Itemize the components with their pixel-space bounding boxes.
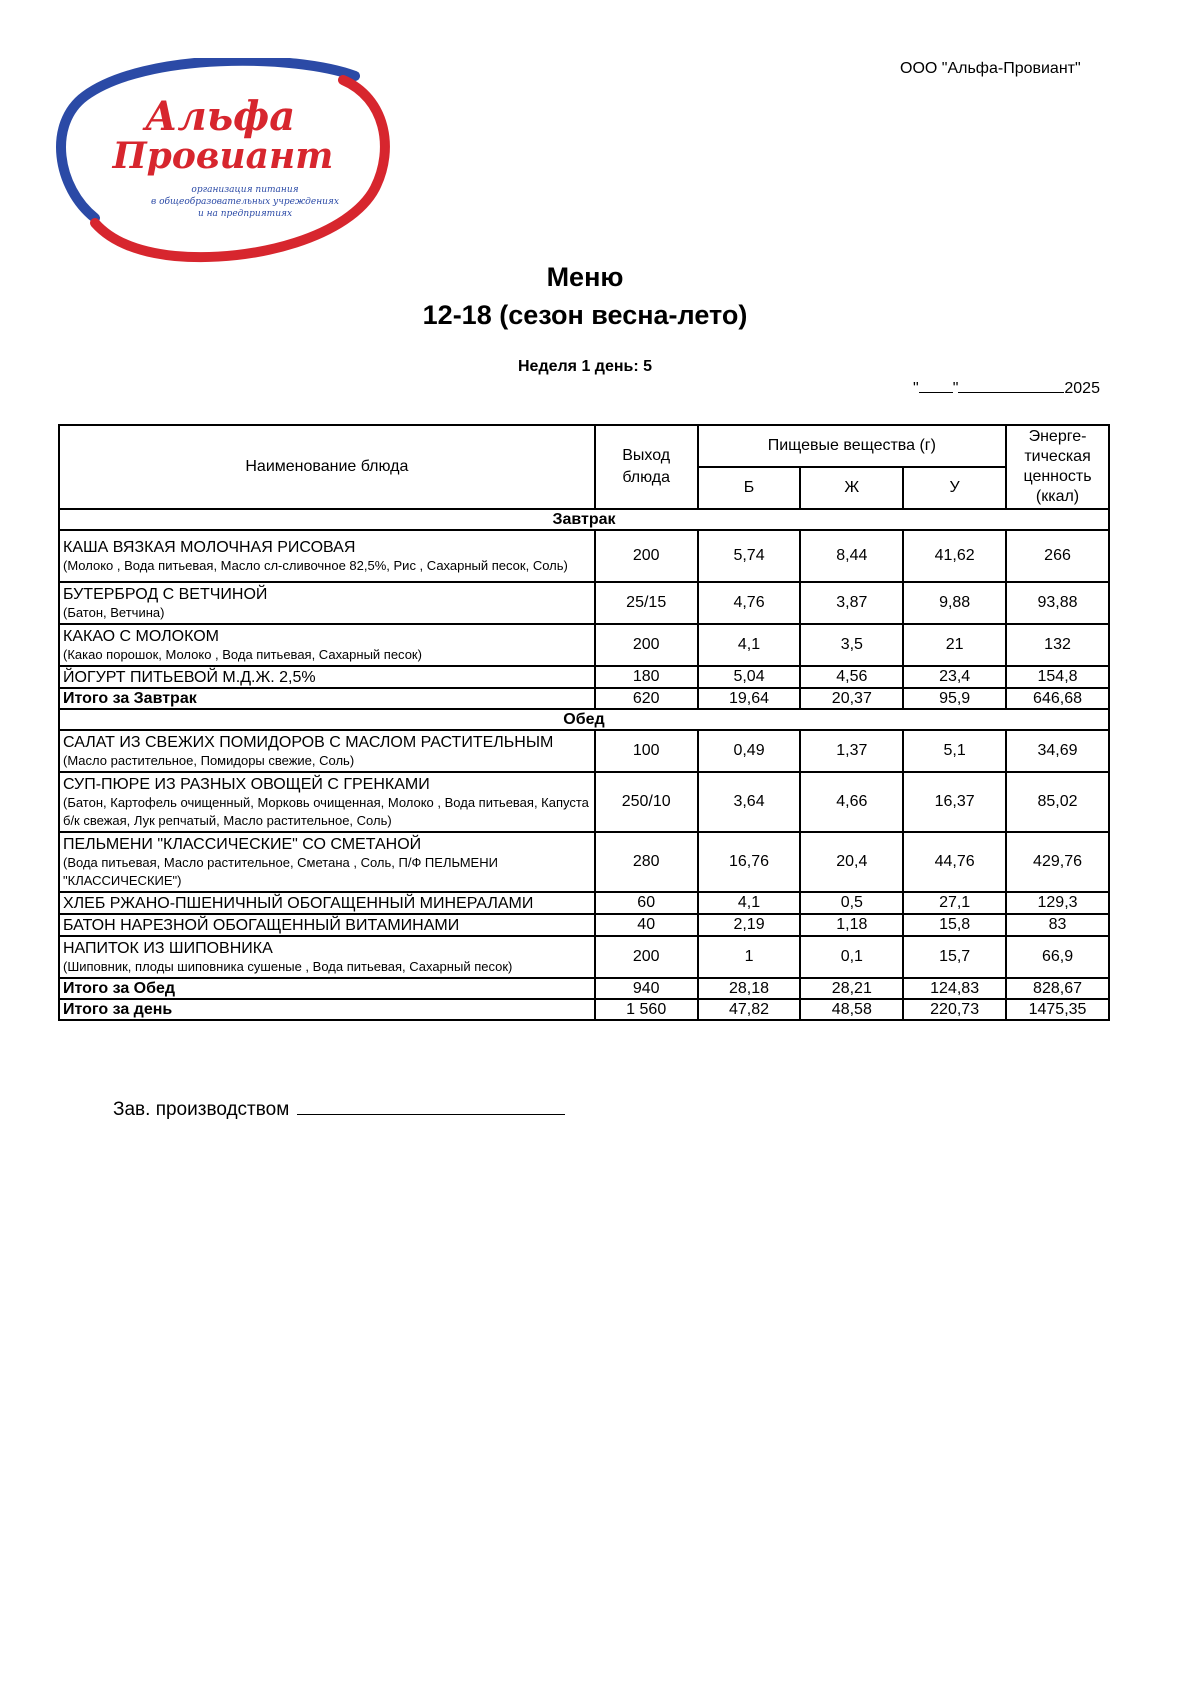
carbs-cell: 15,7 [903,936,1006,978]
protein-cell: 5,04 [698,666,801,688]
protein-cell: 5,74 [698,530,801,582]
protein-cell: 1 [698,936,801,978]
dish-name: БУТЕРБРОД С ВЕТЧИНОЙ [63,585,268,603]
header-carbs: У [903,467,1006,509]
header-energy: Энерге- тическая ценность (ккал) [1006,425,1109,509]
carbs-cell: 21 [903,624,1006,666]
yield-cell: 200 [595,624,698,666]
dish-name: КАКАО С МОЛОКОМ [63,627,219,645]
energy-cell: 34,69 [1006,730,1109,772]
page-title: Меню [546,262,624,292]
yield-cell: 250/10 [595,772,698,832]
carbs-cell: 15,8 [903,914,1006,936]
fat-cell: 3,5 [800,624,903,666]
dish-name: КАША ВЯЗКАЯ МОЛОЧНАЯ РИСОВАЯ [63,538,356,556]
header-nutrients: Пищевые вещества (г) [698,425,1006,467]
total-kcal: 646,68 [1006,688,1109,709]
dish-ingredients: (Вода питьевая, Масло растительное, Сметана , Соль, П/Ф ПЕЛЬМЕНИ "КЛАССИЧЕСКИЕ") [63,854,498,888]
yield-cell: 200 [595,530,698,582]
table-row [59,936,1109,978]
day-total-row [59,999,1109,1020]
energy-cell: 129,3 [1006,892,1109,914]
signature-line [297,1096,565,1115]
day-total-yield: 1 560 [595,999,698,1020]
table-row [59,582,1109,624]
dish-name: БАТОН НАРЕЗНОЙ ОБОГАЩЕННЫЙ ВИТАМИНАМИ [63,916,460,934]
day-total-u: 220,73 [903,999,1006,1020]
menu-table [58,424,1110,1021]
dish-ingredients: (Шиповник, плоды шиповника сушеные , Вода питьевая, Сахарный песок) [63,958,513,974]
total-row [59,978,1109,999]
total-label: Итого за Обед [59,978,595,999]
table-row [59,624,1109,666]
table-row [59,914,1109,936]
dish-name: ПЕЛЬМЕНИ "КЛАССИЧЕСКИЕ" СО СМЕТАНОЙ [63,835,422,853]
fat-cell: 1,37 [800,730,903,772]
section-title: Обед [59,709,1109,730]
fat-cell: 0,5 [800,892,903,914]
week-day: Неделя 1 день: 5 [517,358,653,375]
protein-cell: 16,76 [698,832,801,892]
protein-cell: 0,49 [698,730,801,772]
carbs-cell: 41,62 [903,530,1006,582]
energy-cell: 154,8 [1006,666,1109,688]
yield-cell: 40 [595,914,698,936]
logo-tagline-3: и на предприятиях [197,209,293,219]
dish-ingredients: (Какао порошок, Молоко , Вода питьевая, Сахарный песок) [63,646,422,662]
day-total-zh: 48,58 [800,999,903,1020]
day-total-kcal: 1475,35 [1006,999,1109,1020]
header-protein: Б [698,467,801,509]
yield-cell: 200 [595,936,698,978]
logo-line2: Провиант [112,135,334,177]
company-logo [55,58,390,263]
carbs-cell: 9,88 [903,582,1006,624]
fat-cell: 4,56 [800,666,903,688]
logo-line1: Альфа [144,93,296,140]
yield-cell: 100 [595,730,698,772]
fat-cell: 4,66 [800,772,903,832]
company-name: ООО "Альфа-Провиант" [900,60,1081,77]
page-subtitle: 12-18 (сезон весна-лето) [422,300,748,330]
dish-cell [59,832,595,892]
dish-cell [59,772,595,832]
dish-name: НАПИТОК ИЗ ШИПОВНИКА [63,939,273,957]
total-u: 95,9 [903,688,1006,709]
logo-tagline-1: организация питания [191,185,299,195]
total-b: 19,64 [698,688,801,709]
total-yield: 620 [595,688,698,709]
protein-cell: 4,1 [698,624,801,666]
logo-tagline-2: в общеобразовательных учреждениях [151,197,339,207]
fat-cell: 3,87 [800,582,903,624]
section-row [59,509,1109,530]
energy-cell: 429,76 [1006,832,1109,892]
dish-cell [59,582,595,624]
protein-cell: 4,1 [698,892,801,914]
dish-ingredients: (Батон, Ветчина) [63,604,165,620]
energy-cell: 66,9 [1006,936,1109,978]
dish-cell [59,892,595,914]
energy-cell: 93,88 [1006,582,1109,624]
dish-cell [59,730,595,772]
total-b: 28,18 [698,978,801,999]
table-row [59,530,1109,582]
table-row [59,730,1109,772]
day-total-label: Итого за день [59,999,595,1020]
section-title: Завтрак [59,509,1109,530]
table-row [59,892,1109,914]
total-yield: 940 [595,978,698,999]
protein-cell: 3,64 [698,772,801,832]
yield-cell: 60 [595,892,698,914]
energy-cell: 132 [1006,624,1109,666]
total-kcal: 828,67 [1006,978,1109,999]
protein-cell: 2,19 [698,914,801,936]
energy-cell: 266 [1006,530,1109,582]
dish-cell [59,914,595,936]
fat-cell: 20,4 [800,832,903,892]
yield-cell: 180 [595,666,698,688]
yield-cell: 25/15 [595,582,698,624]
energy-cell: 85,02 [1006,772,1109,832]
carbs-cell: 44,76 [903,832,1006,892]
energy-cell: 83 [1006,914,1109,936]
table-row [59,772,1109,832]
table-row [59,832,1109,892]
header-fat: Ж [800,467,903,509]
dish-cell [59,530,595,582]
protein-cell: 4,76 [698,582,801,624]
total-u: 124,83 [903,978,1006,999]
fat-cell: 1,18 [800,914,903,936]
dish-ingredients: (Молоко , Вода питьевая, Масло сл-сливочное 82,5%, Рис , Сахарный песок, Соль) [63,557,568,573]
dish-cell [59,624,595,666]
carbs-cell: 5,1 [903,730,1006,772]
total-zh: 20,37 [800,688,903,709]
section-row [59,709,1109,730]
fat-cell: 8,44 [800,530,903,582]
dish-name: САЛАТ ИЗ СВЕЖИХ ПОМИДОРОВ С МАСЛОМ РАСТИТЕЛЬНЫМ [63,733,554,751]
header-yield: Выход блюда [595,425,698,509]
dish-cell [59,936,595,978]
date-year: 2025 [1064,380,1100,397]
date-line: " " 2025 [913,380,1100,397]
dish-cell [59,666,595,688]
carbs-cell: 23,4 [903,666,1006,688]
fat-cell: 0,1 [800,936,903,978]
total-row [59,688,1109,709]
signature-label: Зав. производством [113,1099,290,1120]
dish-ingredients: (Масло растительное, Помидоры свежие, Соль) [63,752,355,768]
carbs-cell: 16,37 [903,772,1006,832]
yield-cell: 280 [595,832,698,892]
carbs-cell: 27,1 [903,892,1006,914]
dish-name: ЙОГУРТ ПИТЬЕВОЙ М.Д.Ж. 2,5% [63,668,316,686]
dish-name: СУП-ПЮРЕ ИЗ РАЗНЫХ ОВОЩЕЙ С ГРЕНКАМИ [63,775,430,793]
dish-name: ХЛЕБ РЖАНО-ПШЕНИЧНЫЙ ОБОГАЩЕННЫЙ МИНЕРАЛАМИ [63,894,534,912]
total-label: Итого за Завтрак [59,688,595,709]
total-zh: 28,21 [800,978,903,999]
table-row [59,666,1109,688]
signature [113,1096,565,1121]
day-total-b: 47,82 [698,999,801,1020]
header-name: Наименование блюда [59,425,595,509]
dish-ingredients: (Батон, Картофель очищенный, Морковь очищенная, Молоко , Вода питьевая, Капуста б/к свежая, Лук репчатый, Масло растительное, Соль) [63,794,589,828]
